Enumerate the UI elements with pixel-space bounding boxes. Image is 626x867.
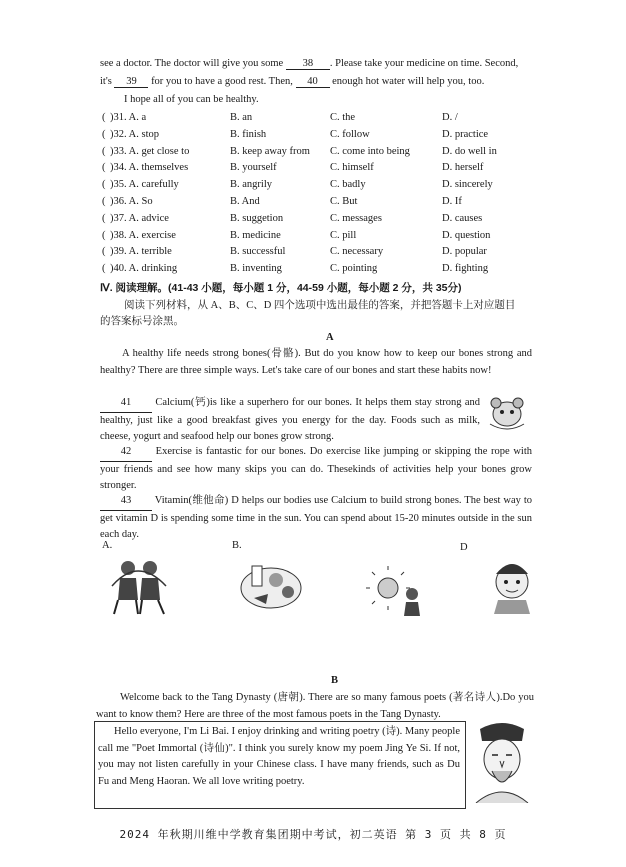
pic-label-d: D bbox=[460, 542, 468, 553]
option-row bbox=[102, 162, 522, 178]
option-num: )32. A. stop bbox=[110, 128, 160, 140]
blank-39: 39 bbox=[114, 76, 148, 88]
option-c: C. himself bbox=[330, 162, 374, 174]
option-row bbox=[102, 129, 522, 145]
option-d: D. question bbox=[442, 229, 491, 241]
option-num: )35. A. carefully bbox=[110, 179, 179, 191]
option-num: )39. A. terrible bbox=[110, 246, 172, 258]
option-c: C. follow bbox=[330, 128, 370, 140]
option-d: D. fighting bbox=[442, 263, 489, 275]
intro-line-2: it's 39 for you to have a good rest. Then, 40 enough hot water will help you, too. bbox=[100, 76, 485, 87]
part-b-paragraph-1: Welcome back to the Tang Dynasty (唐朝). There are so many famous poets (著名诗人).Do you want to know them? Here are three of the most famous poets in the Tang Dynasty. bbox=[96, 692, 534, 720]
page-footer: 2024 年秋期川维中学教育集团期中考试，初二英语 第 3 页 共 8 页 bbox=[119, 828, 507, 841]
intro-line-3: I hope all of you can be healthy. bbox=[124, 94, 259, 105]
sun-and-child-illustration bbox=[366, 566, 428, 616]
part-a-paragraph-2: 41 Calcium(钙)is like a superhero for our bones. It helps them stay strong and healthy, just like a good breakfast gives you energy for the day. Foods such as milk, cheese, yogurt and seafood help our bones grow strong. bbox=[100, 397, 480, 442]
option-b: B. yourself bbox=[230, 162, 277, 174]
option-num: )36. A. So bbox=[110, 196, 153, 207]
section-instruction-1: 阅读下列材料，从 A、B、C、D 四个选项中选出最佳的答案，并把答题卡上对应题目 bbox=[124, 300, 516, 311]
option-d: D. practice bbox=[442, 128, 489, 140]
option-b: B. successful bbox=[230, 246, 286, 258]
option-paren: ( bbox=[102, 229, 106, 241]
option-paren: ( bbox=[102, 128, 106, 140]
option-num: )37. A. advice bbox=[110, 212, 169, 224]
option-d: D. / bbox=[442, 112, 458, 123]
option-row bbox=[102, 196, 522, 212]
option-row bbox=[102, 230, 522, 246]
option-b: B. angrily bbox=[230, 179, 272, 191]
option-num: )31. A. a bbox=[110, 112, 147, 123]
blank-38: 38 bbox=[286, 58, 330, 70]
blank-41: 41 bbox=[100, 395, 152, 413]
girl-eating-illustration bbox=[482, 556, 542, 616]
pic-label-a: A. bbox=[102, 540, 113, 551]
option-b: B. an bbox=[230, 112, 253, 123]
option-b: B. inventing bbox=[230, 263, 282, 275]
option-paren: ( bbox=[102, 162, 106, 174]
section-title: Ⅳ. 阅读理解。(41-43 小题，每小题 1 分，44-59 小题，每小题 2 分，共 35分) bbox=[100, 282, 462, 294]
option-num: )33. A. get close to bbox=[110, 145, 190, 157]
intro-line-1: see a doctor. The doctor will give you some 38 . Please take your medicine on time. Second, bbox=[100, 58, 519, 69]
option-d: D. causes bbox=[442, 212, 483, 224]
li-bai-portrait bbox=[470, 721, 534, 803]
option-c: C. badly bbox=[330, 179, 366, 191]
teddy-bear-illustration bbox=[482, 394, 532, 432]
option-paren: ( bbox=[102, 212, 106, 224]
option-row bbox=[102, 246, 522, 262]
option-row bbox=[102, 213, 522, 229]
part-a-paragraph-4: 43 Vitamin(维他命) D helps our bodies use Calcium to build strong bones. The best way to get vitamin D is spending some time in the sun. You can spend about 15-20 minutes outside in the sun each day. bbox=[100, 495, 532, 540]
part-b-label: B bbox=[331, 675, 339, 686]
option-c: C. come into being bbox=[330, 145, 410, 157]
option-c: C. pill bbox=[330, 229, 357, 241]
option-b: B. keep away from bbox=[230, 145, 310, 157]
option-b: B. suggetion bbox=[230, 212, 284, 224]
option-paren: ( bbox=[102, 263, 106, 275]
option-paren: ( bbox=[102, 246, 106, 258]
blank-42: 42 bbox=[100, 444, 152, 462]
healthy-foods-illustration bbox=[238, 558, 304, 612]
option-row bbox=[102, 263, 522, 279]
option-d: D. do well in bbox=[442, 145, 497, 157]
option-c: C. messages bbox=[330, 212, 382, 224]
option-paren: ( bbox=[102, 179, 106, 191]
part-a-label: A bbox=[326, 332, 334, 343]
option-row bbox=[102, 146, 522, 162]
option-paren: ( bbox=[102, 196, 106, 207]
option-num: )40. A. drinking bbox=[110, 263, 178, 275]
option-c: C. pointing bbox=[330, 263, 378, 275]
children-playing-illustration bbox=[108, 556, 168, 616]
blank-43: 43 bbox=[100, 493, 152, 511]
part-a-paragraph-3: 42 Exercise is fantastic for our bones. Do exercise like jumping or skipping the rope with your friends and see how many skips you can do. Thesekinds of activities help your bones grow stronger. bbox=[100, 446, 533, 491]
option-c: C. But bbox=[330, 196, 358, 207]
option-b: B. medicine bbox=[230, 229, 281, 241]
option-d: D. herself bbox=[442, 162, 484, 174]
option-d: D. popular bbox=[442, 246, 487, 258]
option-paren: ( bbox=[102, 112, 106, 123]
option-d: D. sincerely bbox=[442, 179, 493, 191]
option-row bbox=[102, 179, 522, 195]
option-c: C. necessary bbox=[330, 246, 384, 258]
option-paren: ( bbox=[102, 145, 106, 157]
section-instruction-2: 的答案标号涂黑。 bbox=[100, 316, 184, 327]
blank-40: 40 bbox=[296, 76, 330, 88]
option-b: B. finish bbox=[230, 128, 267, 140]
li-bai-box bbox=[94, 721, 466, 809]
option-row bbox=[102, 112, 522, 128]
pic-label-b: B. bbox=[232, 540, 242, 551]
option-num: )34. A. themselves bbox=[110, 162, 189, 174]
option-d: D. If bbox=[442, 196, 462, 207]
li-bai-text: Hello everyone, I'm Li Bai. I enjoy drinking and writing poetry (诗). Many people call me "Poet Immortal (诗仙)". I think you surely know my poem Jing Ye Si. If not, you may not listen carefully in your Chinese class. I have many friends, such as Du Fu and Meng Haoran. We all love writing poetry. bbox=[98, 726, 460, 787]
option-b: B. And bbox=[230, 196, 260, 207]
option-num: )38. A. exercise bbox=[110, 229, 176, 241]
part-a-paragraph-1: A healthy life needs strong bones(骨骼). But do you know how to keep our bones strong and healthy? There are three simple ways. Let's take care of our bones and start these habits now! bbox=[100, 348, 532, 376]
option-c: C. the bbox=[330, 112, 356, 123]
